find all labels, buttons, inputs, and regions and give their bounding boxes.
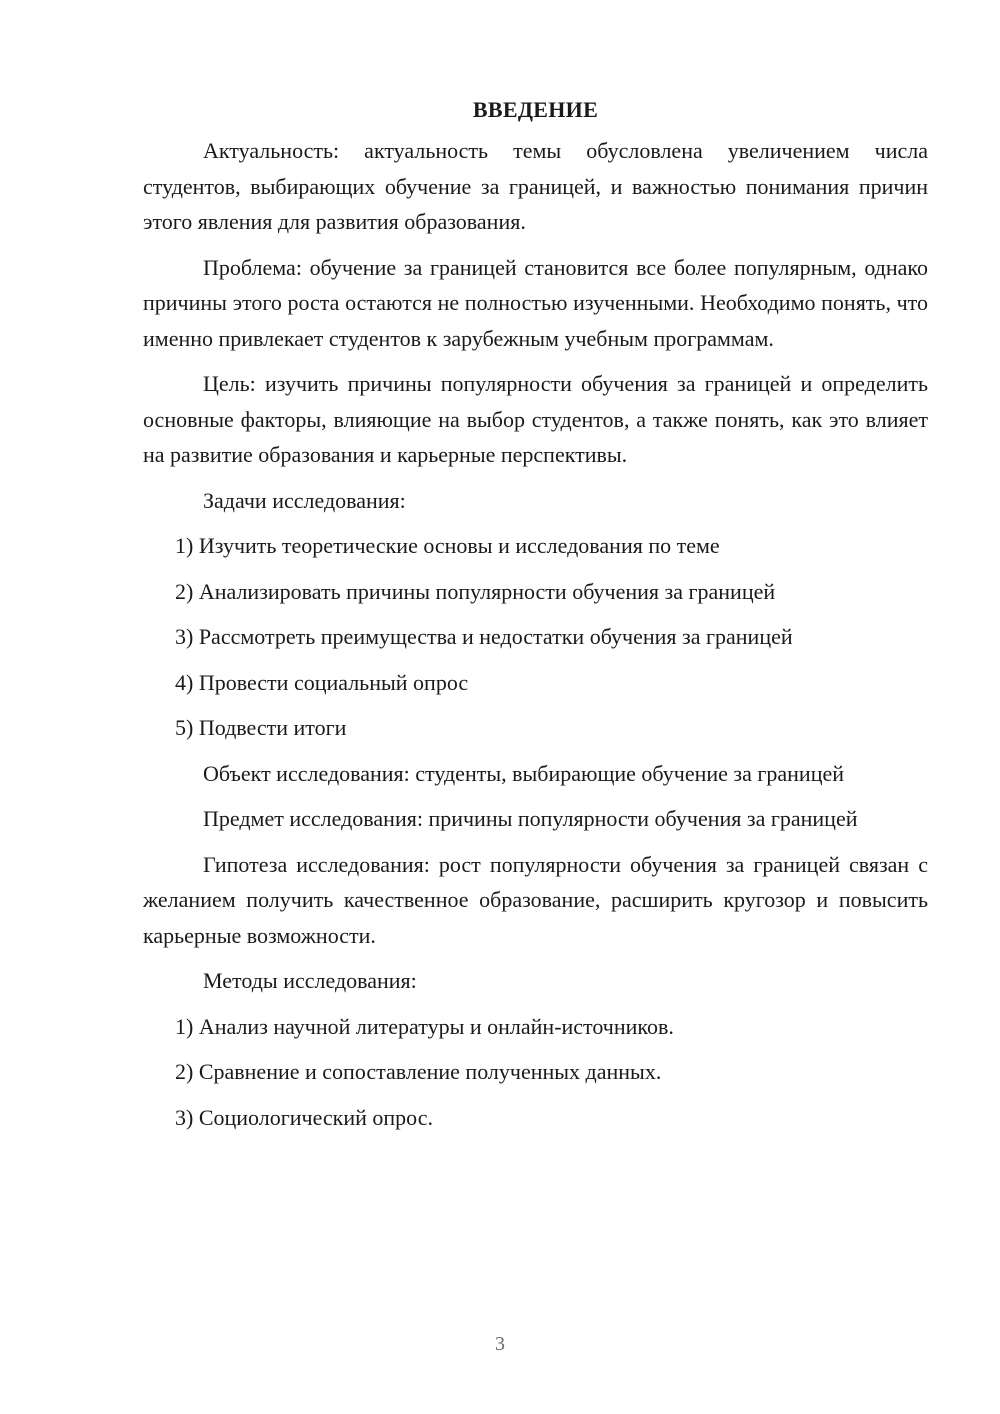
methods-heading: Методы исследования:	[203, 968, 417, 993]
page-title: ВВЕДЕНИЕ	[472, 97, 599, 122]
method-item: 2) Сравнение и сопоставление полученных данных.	[175, 1059, 662, 1084]
method-item: 1) Анализ научной литературы и онлайн-источников.	[175, 1013, 674, 1039]
task-item: 4) Провести социальный опрос	[175, 669, 469, 695]
task-item: 5) Подвести итоги	[175, 715, 347, 740]
document-page	[143, 92, 928, 1145]
task-item: 1) Изучить теоретические основы и исследования по теме	[175, 533, 720, 558]
tasks-list	[143, 528, 928, 746]
goal-paragraph: Цель: изучить причины популярности обучения за границей и определить основные факторы, влияющие на выбор студентов, а также понять, как это влияет на развитие образования и карьерные перспективы.	[143, 371, 928, 467]
method-item: 3) Социологический опрос.	[175, 1104, 433, 1130]
subject-paragraph: Предмет исследования: причины популярности обучения за границей	[203, 806, 858, 831]
relevance-paragraph: Актуальность: актуальность темы обусловлена увеличением числа студентов, выбирающих обучение за границей, и важностью понимания причин этого явления для развития образования.	[143, 138, 928, 234]
problem-paragraph: Проблема: обучение за границей становится все более популярным, однако причины этого роста остаются не полностью изученными. Необходимо понять, что именно привлекает студентов к зарубежным учебным программам.	[143, 254, 928, 351]
methods-list	[143, 1009, 928, 1136]
hypothesis-paragraph: Гипотеза исследования: рост популярности обучения за границей связан с желанием получить качественное образование, расширить кругозор и повысить карьерные возможности.	[143, 851, 928, 948]
object-paragraph: Объект исследования: студенты, выбирающие обучение за границей	[203, 760, 845, 786]
task-item: 3) Рассмотреть преимущества и недостатки обучения за границей	[175, 624, 793, 649]
tasks-heading: Задачи исследования:	[203, 487, 406, 513]
task-item: 2) Анализировать причины популярности обучения за границей	[175, 578, 776, 604]
page-number: 3	[495, 1333, 505, 1355]
